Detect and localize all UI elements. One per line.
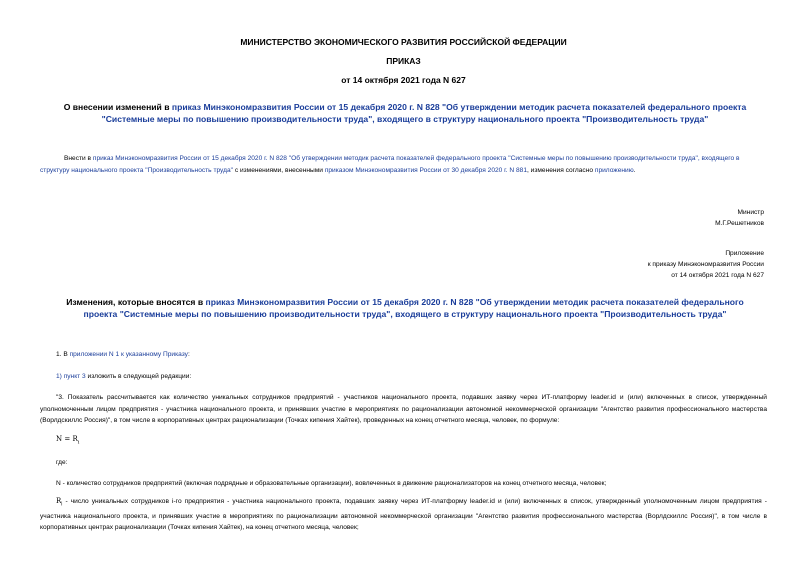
ministry-heading: МИНИСТЕРСТВО ЭКОНОМИЧЕСКОГО РАЗВИТИЯ РОССИЙСКОЙ ФЕДЕРАЦИИ (240, 37, 567, 47)
item-1-1-link[interactable]: 1) пункт 3 (56, 373, 86, 380)
signature-name: М.Г.Решетников (715, 220, 764, 227)
intro-suffix: , изменения согласно (527, 166, 595, 174)
definition-r-sub: i (61, 501, 63, 508)
changes-title-link[interactable]: приказ Минэкономразвития России от 15 декабря 2020 г. N 828 "Об утверждении методик расчета показателей федерального проекта "Системные меры по повышению производительности труда", входящего в структуру национального проекта "Производительность труда" (83, 297, 744, 319)
item-1-suffix: : (187, 351, 190, 358)
item-1 (56, 349, 190, 361)
order-title-link[interactable]: приказ Минэкономразвития России от 15 декабря 2020 г. N 828 "Об утверждении методик расчета показателей федерального проекта "Системные меры по повышению производительности труда", входящего в структуру национального проекта "Производительность труда" (101, 102, 747, 124)
intro-end: . (633, 166, 636, 174)
intro-link-order-828[interactable]: приказ Минэкономразвития России от 15 декабря 2020 г. N 828 "Об утверждении методик расчета показателей федерального проекта "Системные меры по повышению производительности труда", входящего в структуру национального проекта "Производительность труда" (40, 155, 740, 174)
definition-n: N - количество сотрудников предприятий (включая подрядные и образовательные организации), вовлеченных в движение рационализаторов на конец отчетного месяца, человек; (56, 480, 607, 487)
signature-block (715, 207, 764, 229)
definition-r-symbol: R (56, 497, 62, 505)
definition-r-text: - число уникальных сотрудников i-го предприятия - участника национального проекта, подавших заявку через ИТ-платформу leader.id и (или) включенных в список, утвержденный уполномоченным лицом предприятия - участника национального проекта, и принявших участие в мероприятиях по рационализации автономной некоммерческой организации "Агентство развития профессионального мастерства (Ворлдскиллс Россия)", в том числе в корпоративных центрах рационализации (Точках кипения Хайтек), на конец отчетного месяца, человек; (40, 498, 767, 532)
formula (56, 435, 79, 445)
item-1-1 (56, 371, 191, 383)
appendix-note-line2: к приказу Минэкономразвития России (647, 261, 764, 268)
definition-r (40, 496, 767, 534)
formula-sub: i (77, 439, 80, 446)
formula-text: N = R (56, 435, 78, 443)
appendix-note (648, 248, 764, 281)
intro-paragraph (40, 153, 767, 176)
order-title (60, 102, 750, 125)
changes-title-prefix: Изменения, которые вносятся в (66, 297, 206, 307)
item-1-prefix: 1. В (56, 351, 70, 358)
signature-position: Министр (737, 209, 764, 216)
item-1-1-suffix: изложить в следующей редакции: (85, 373, 192, 380)
where-label: где: (56, 459, 68, 466)
order-title-prefix: О внесении изменений в (63, 102, 172, 112)
appendix-note-line1: Приложение (725, 250, 764, 257)
paragraph-3: "3. Показатель рассчитывается как количество уникальных сотрудников предприятий - участников национального проекта, подавших заявку через ИТ-платформу leader.id и (или) включенных в список, утвержденный уполномоченным лицом предприятия - участника национального проекта, и принявших участие в мероприятиях по рационализации автономной некоммерческой организации "Агентство развития профессионального мастерства (Ворлдскиллс Россия)", в том числе в корпоративных центрах рационализации (Точках кипения Хайтек), проведенных на конец отчетного месяца, человек, по формуле: (40, 394, 767, 424)
item-1-link[interactable]: приложении N 1 к указанному Приказу (69, 351, 188, 358)
intro-middle: с изменениями, внесенными (233, 166, 325, 174)
doc-type-heading: ПРИКАЗ (386, 56, 421, 66)
changes-title (60, 297, 750, 320)
appendix-note-line3: от 14 октября 2021 года N 627 (671, 272, 764, 279)
intro-link-order-881[interactable]: приказом Минэкономразвития России от 30 декабря 2020 г. N 881 (324, 166, 528, 174)
date-number-heading: от 14 октября 2021 года N 627 (341, 75, 466, 85)
intro-prefix: Внести в (64, 155, 93, 162)
intro-link-appendix[interactable]: приложению (594, 166, 634, 174)
